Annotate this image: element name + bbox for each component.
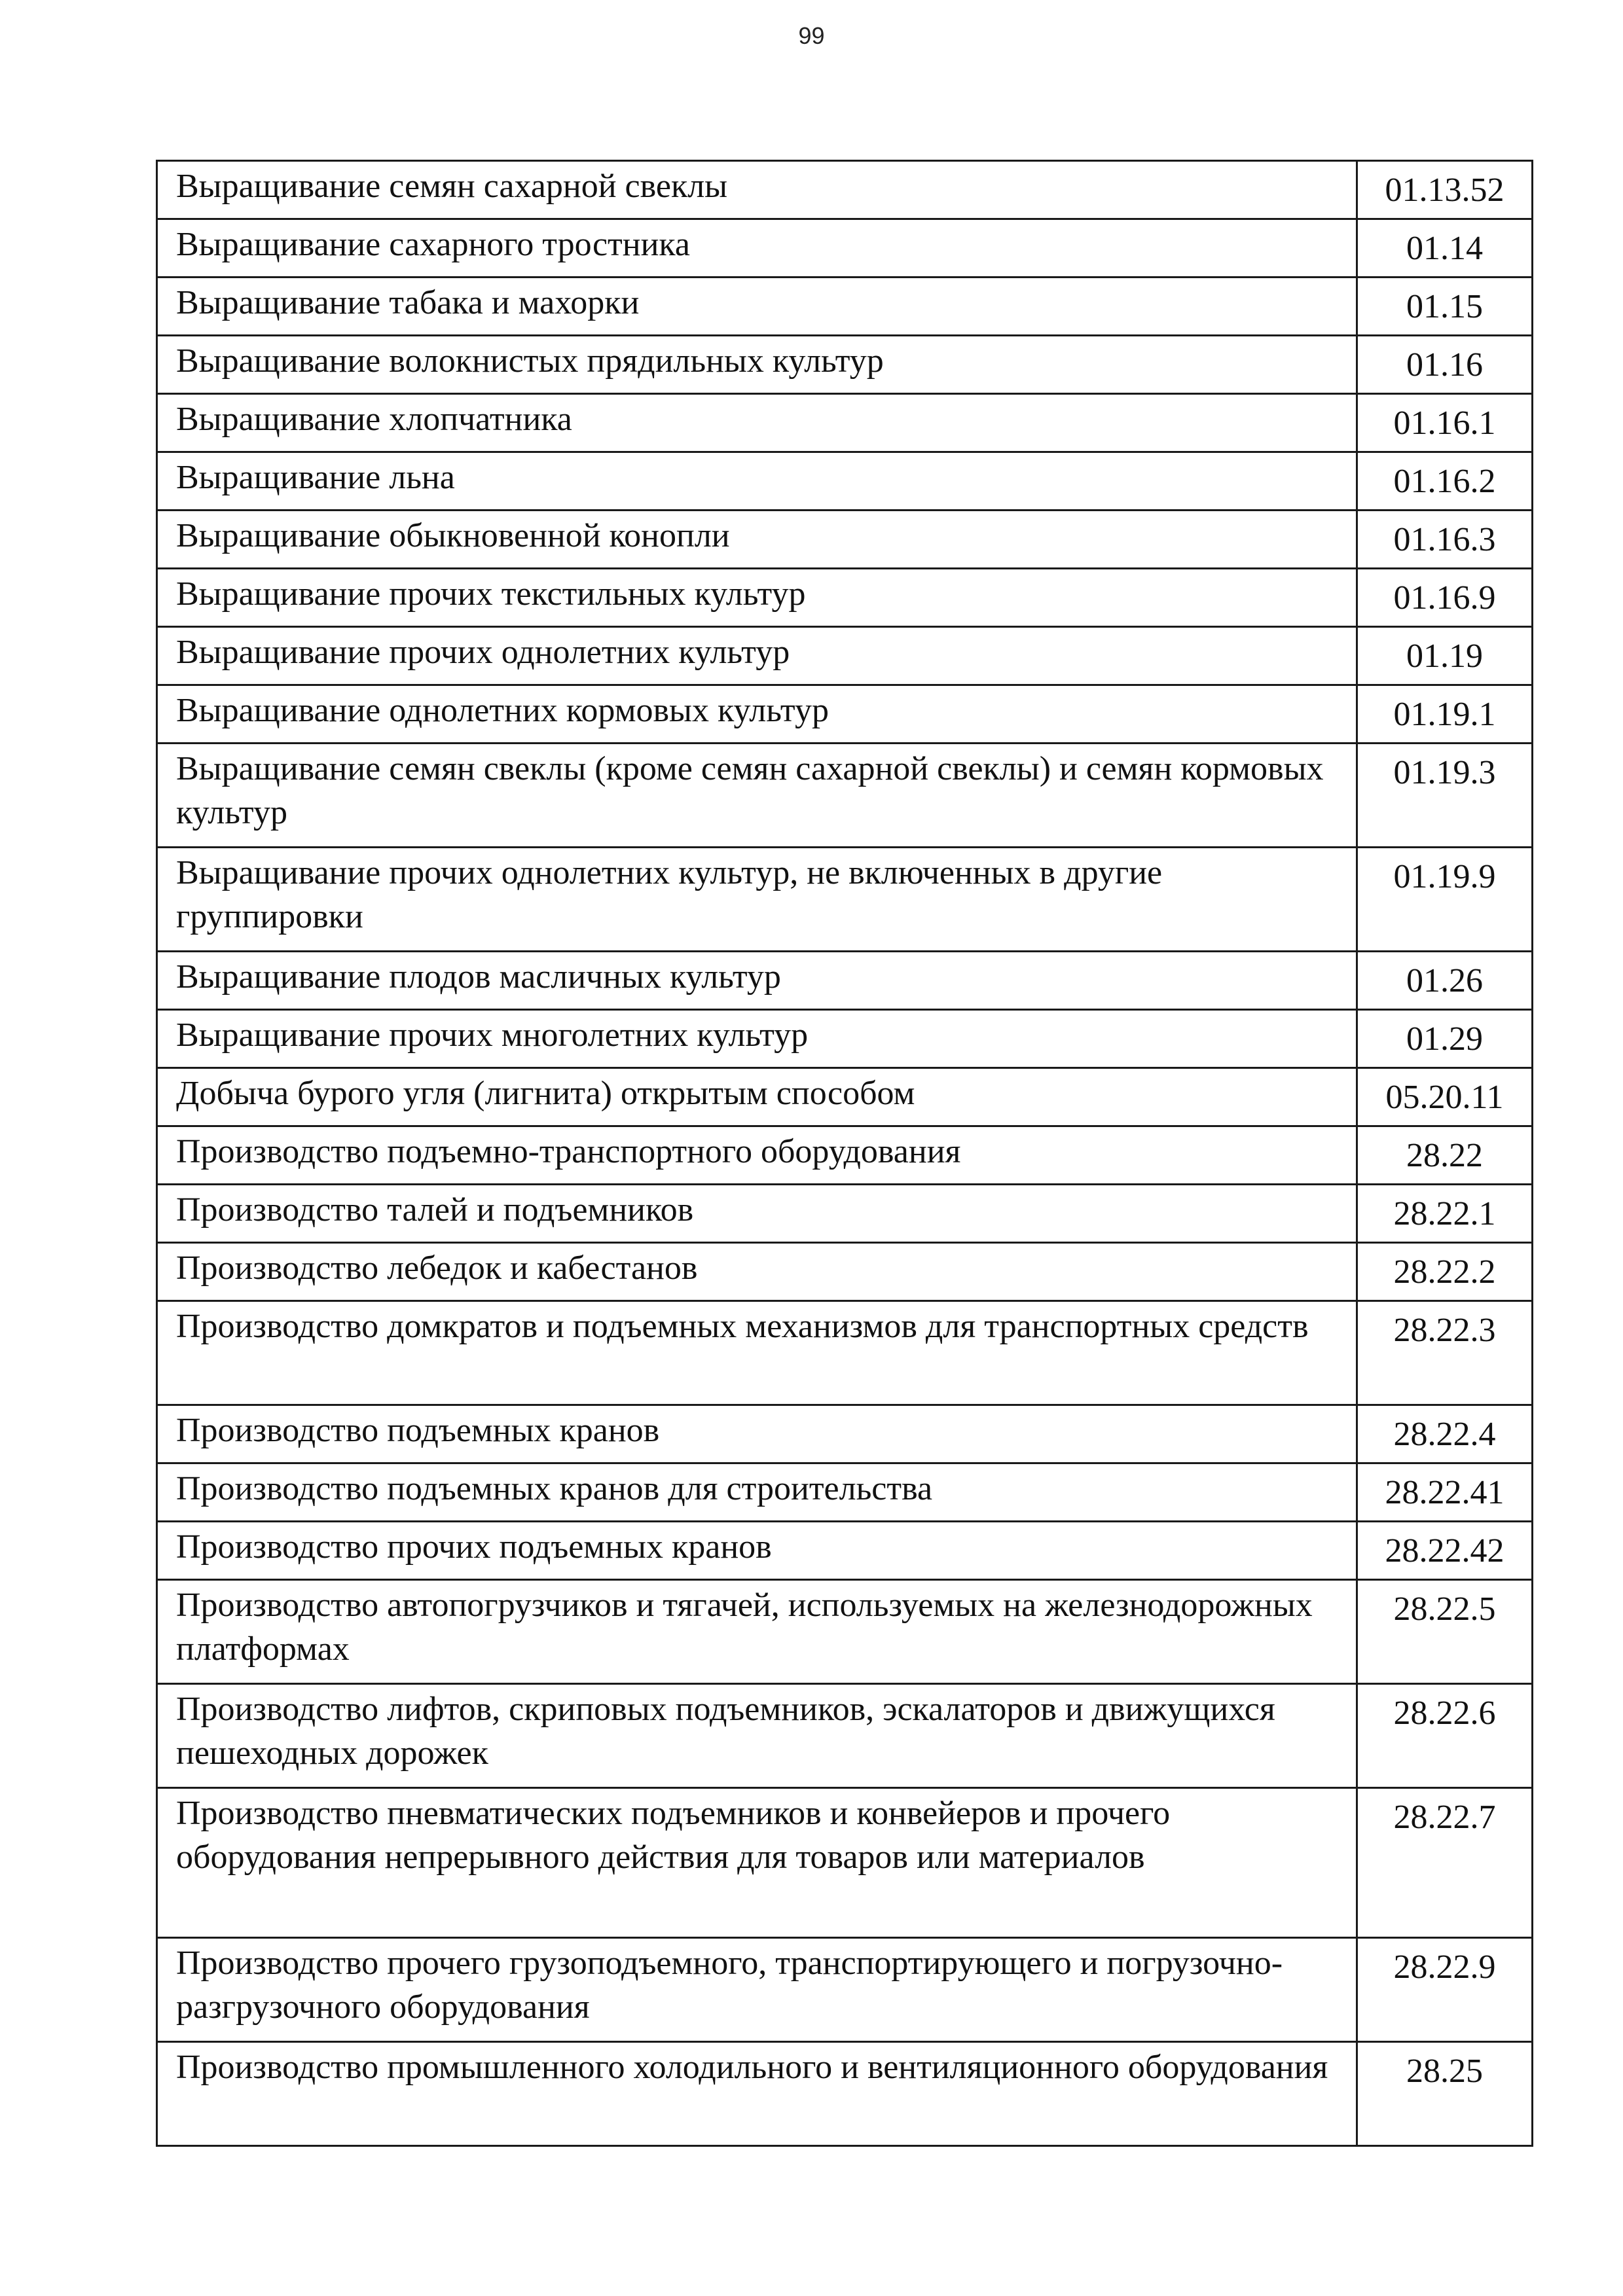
table-row — [157, 1463, 1533, 1522]
code-cell: 01.16.9 — [1357, 569, 1533, 627]
activity-cell: Производство пневматических подъемников и конвейеров и прочего оборудования непрерывного действия для товаров или материалов — [157, 1788, 1357, 1938]
table-row — [157, 1068, 1533, 1126]
code-cell: 28.22.3 — [1357, 1301, 1533, 1405]
code-cell: 01.16.3 — [1357, 511, 1533, 569]
code-cell: 01.16 — [1357, 336, 1533, 394]
table-row — [157, 1010, 1533, 1068]
activity-cell: Выращивание прочих однолетних культур, не включенных в другие группировки — [157, 848, 1357, 952]
table-row — [157, 336, 1533, 394]
code-cell: 01.26 — [1357, 952, 1533, 1010]
code-cell: 28.22 — [1357, 1126, 1533, 1185]
activity-cell: Добыча бурого угля (лигнита) открытым способом — [157, 1068, 1357, 1126]
activity-cell: Выращивание плодов масличных культур — [157, 952, 1357, 1010]
table-row — [157, 219, 1533, 278]
table-row — [157, 685, 1533, 744]
activity-cell: Выращивание обыкновенной конопли — [157, 511, 1357, 569]
table-row — [157, 2042, 1533, 2146]
code-cell: 01.16.2 — [1357, 452, 1533, 511]
activity-cell: Выращивание волокнистых прядильных культур — [157, 336, 1357, 394]
activity-cell: Производство талей и подъемников — [157, 1185, 1357, 1243]
activity-cell: Выращивание прочих многолетних культур — [157, 1010, 1357, 1068]
activity-cell: Выращивание сахарного тростника — [157, 219, 1357, 278]
page-number: 99 — [798, 22, 825, 49]
table-row — [157, 569, 1533, 627]
table-row — [157, 1684, 1533, 1788]
table-row — [157, 627, 1533, 685]
table-row — [157, 848, 1533, 952]
activity-cell: Производство лифтов, скриповых подъемников, эскалаторов и движущихся пешеходных дорожек — [157, 1684, 1357, 1788]
code-cell: 28.22.42 — [1357, 1522, 1533, 1580]
activity-cell: Производство автопогрузчиков и тягачей, используемых на железнодорожных платформах — [157, 1580, 1357, 1684]
code-cell: 01.19 — [1357, 627, 1533, 685]
table-row — [157, 1301, 1533, 1405]
code-cell: 28.22.7 — [1357, 1788, 1533, 1938]
activity-code-table — [156, 160, 1533, 2147]
table-row — [157, 452, 1533, 511]
activity-cell: Производство прочего грузоподъемного, транспортирующего и погрузочно-разгрузочного оборудования — [157, 1938, 1357, 2042]
code-cell: 28.22.6 — [1357, 1684, 1533, 1788]
code-cell: 05.20.11 — [1357, 1068, 1533, 1126]
table-row — [157, 511, 1533, 569]
code-cell: 01.19.9 — [1357, 848, 1533, 952]
activity-cell: Производство домкратов и подъемных механизмов для транспортных средств — [157, 1301, 1357, 1405]
code-cell: 28.22.4 — [1357, 1405, 1533, 1463]
code-cell: 01.15 — [1357, 278, 1533, 336]
activity-cell: Производство промышленного холодильного и вентиляционного оборудования — [157, 2042, 1357, 2146]
activity-cell: Производство подъемных кранов — [157, 1405, 1357, 1463]
code-cell: 01.29 — [1357, 1010, 1533, 1068]
code-cell: 01.13.52 — [1357, 161, 1533, 219]
code-cell: 28.22.1 — [1357, 1185, 1533, 1243]
activity-cell: Производство прочих подъемных кранов — [157, 1522, 1357, 1580]
activity-cell: Выращивание льна — [157, 452, 1357, 511]
code-cell: 01.19.3 — [1357, 744, 1533, 848]
activity-cell: Производство подъемных кранов для строительства — [157, 1463, 1357, 1522]
table-row — [157, 394, 1533, 452]
table-row — [157, 1938, 1533, 2042]
table-row — [157, 1405, 1533, 1463]
code-cell: 01.14 — [1357, 219, 1533, 278]
code-cell: 28.22.41 — [1357, 1463, 1533, 1522]
activity-cell: Выращивание прочих текстильных культур — [157, 569, 1357, 627]
table-row — [157, 952, 1533, 1010]
code-cell: 28.25 — [1357, 2042, 1533, 2146]
activity-cell: Производство подъемно-транспортного оборудования — [157, 1126, 1357, 1185]
table-row — [157, 1788, 1533, 1938]
code-cell: 28.22.5 — [1357, 1580, 1533, 1684]
activity-cell: Выращивание табака и махорки — [157, 278, 1357, 336]
code-cell: 01.16.1 — [1357, 394, 1533, 452]
table-row — [157, 1580, 1533, 1684]
table-row — [157, 1243, 1533, 1301]
activity-cell: Выращивание однолетних кормовых культур — [157, 685, 1357, 744]
activity-cell: Выращивание семян свеклы (кроме семян сахарной свеклы) и семян кормовых культур — [157, 744, 1357, 848]
code-cell: 01.19.1 — [1357, 685, 1533, 744]
activity-cell: Выращивание хлопчатника — [157, 394, 1357, 452]
table-row — [157, 1522, 1533, 1580]
code-cell: 28.22.2 — [1357, 1243, 1533, 1301]
table-row — [157, 1185, 1533, 1243]
code-cell: 28.22.9 — [1357, 1938, 1533, 2042]
table-row — [157, 744, 1533, 848]
table-row — [157, 278, 1533, 336]
table-row — [157, 161, 1533, 219]
activity-cell: Производство лебедок и кабестанов — [157, 1243, 1357, 1301]
activity-cell: Выращивание семян сахарной свеклы — [157, 161, 1357, 219]
activity-cell: Выращивание прочих однолетних культур — [157, 627, 1357, 685]
table-row — [157, 1126, 1533, 1185]
